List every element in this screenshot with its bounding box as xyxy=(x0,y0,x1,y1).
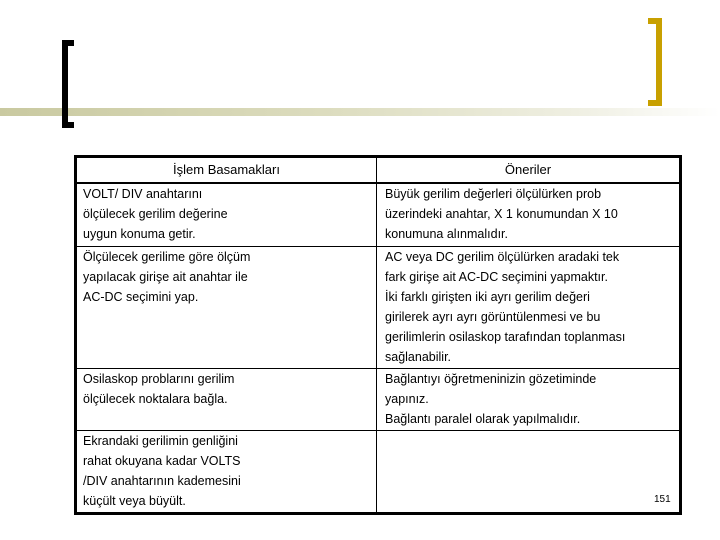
advice-text: AC veya DC gerilim ölçülürken aradaki tek xyxy=(385,250,620,264)
step-text: Ölçülecek gerilime göre ölçüm xyxy=(83,250,251,264)
step-cell xyxy=(76,369,377,431)
step-text: küçült veya büyült. xyxy=(83,494,186,508)
advice-cell-empty xyxy=(377,431,681,514)
decorative-band xyxy=(0,108,720,116)
header-steps: İşlem Basamakları xyxy=(76,157,377,184)
step-text: Ekrandaki gerilimin genliğini xyxy=(83,434,238,448)
advice-cell xyxy=(377,369,681,431)
advice-text: konumuna alınmalıdır. xyxy=(385,227,508,241)
step-text: yapılacak girişe ait anahtar ile xyxy=(83,270,248,284)
advice-cell xyxy=(377,183,681,247)
procedure-table xyxy=(74,155,682,515)
advice-text: gerilimlerin osilaskop tarafından toplanması xyxy=(385,330,626,344)
step-text: /DIV anahtarının kademesini xyxy=(83,474,241,488)
advice-text: yapınız. xyxy=(385,392,429,406)
advice-text: sağlanabilir. xyxy=(385,350,452,364)
page-number: 151 xyxy=(654,494,671,505)
advice-text: İki farklı girişten iki ayrı gerilim değeri xyxy=(385,290,590,304)
step-text: VOLT/ DIV anahtarını xyxy=(83,187,203,201)
step-cell xyxy=(76,247,377,369)
step-text: uygun konuma getir. xyxy=(83,227,196,241)
advice-text: fark girişe ait AC-DC seçimini yapmaktır. xyxy=(385,270,608,284)
step-text: rahat okuyana kadar VOLTS xyxy=(83,454,241,468)
step-text: ölçülecek noktalara bağla. xyxy=(83,392,228,406)
advice-cell xyxy=(377,247,681,369)
step-text: AC-DC seçimini yap. xyxy=(83,290,199,304)
header-advice: Öneriler xyxy=(377,157,681,184)
left-bracket-decoration xyxy=(62,40,74,128)
advice-text: üzerindeki anahtar, X 1 konumundan X 10 xyxy=(385,207,618,221)
right-bracket-decoration xyxy=(648,18,662,106)
step-cell xyxy=(76,431,377,514)
table-row xyxy=(76,369,681,431)
table-header-row xyxy=(76,157,681,184)
step-text: Osilaskop problarını gerilim xyxy=(83,372,235,386)
step-cell xyxy=(76,183,377,247)
advice-text: Büyük gerilim değerleri ölçülürken prob xyxy=(385,187,602,201)
advice-text: girilerek ayrı ayrı görüntülenmesi ve bu xyxy=(385,310,601,324)
table-row xyxy=(76,431,681,514)
advice-text: Bağlantı paralel olarak yapılmalıdır. xyxy=(385,412,581,426)
table-row xyxy=(76,247,681,369)
table-row xyxy=(76,183,681,247)
advice-text: Bağlantıyı öğretmeninizin gözetiminde xyxy=(385,372,597,386)
step-text: ölçülecek gerilim değerine xyxy=(83,207,228,221)
